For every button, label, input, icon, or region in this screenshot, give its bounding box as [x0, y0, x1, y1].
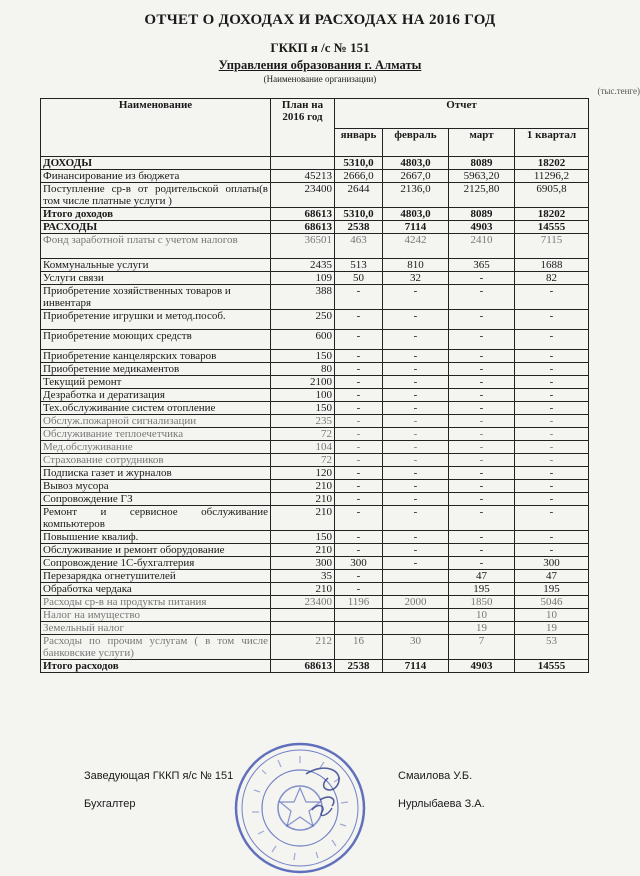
february-cell: 4803,0 [383, 157, 449, 170]
february-cell [383, 583, 449, 596]
january-cell: - [335, 350, 383, 363]
january-cell: 513 [335, 259, 383, 272]
q1-cell: - [515, 376, 589, 389]
january-cell: 2538 [335, 221, 383, 234]
february-cell: 2136,0 [383, 183, 449, 208]
q1-cell: - [515, 506, 589, 531]
plan-cell: 68613 [271, 208, 335, 221]
row-label: Приобретение моющих средств [41, 330, 271, 350]
row-label: ДОХОДЫ [41, 157, 271, 170]
plan-cell: 150 [271, 402, 335, 415]
table-row [41, 402, 589, 415]
row-label: Вывоз мусора [41, 480, 271, 493]
march-cell: - [449, 428, 515, 441]
march-cell: - [449, 480, 515, 493]
head-title: Заведующая ГККП я/с № 151 [84, 770, 234, 782]
q1-cell: 19 [515, 622, 589, 635]
february-cell: - [383, 376, 449, 389]
february-cell: 7114 [383, 660, 449, 673]
plan-cell: 36501 [271, 234, 335, 259]
q1-cell: 14555 [515, 221, 589, 234]
january-cell: 463 [335, 234, 383, 259]
february-cell: - [383, 350, 449, 363]
plan-cell: 210 [271, 480, 335, 493]
table-row [41, 170, 589, 183]
q1-cell: - [515, 330, 589, 350]
q1-cell: - [515, 389, 589, 402]
table-row [41, 454, 589, 467]
table-row [41, 363, 589, 376]
plan-cell: 23400 [271, 183, 335, 208]
q1-cell: 195 [515, 583, 589, 596]
q1-cell: 82 [515, 272, 589, 285]
february-cell: 32 [383, 272, 449, 285]
march-cell: 5963,20 [449, 170, 515, 183]
table-row [41, 506, 589, 531]
plan-cell: 45213 [271, 170, 335, 183]
row-label: Финансирование из бюджета [41, 170, 271, 183]
plan-cell: 2100 [271, 376, 335, 389]
march-cell: - [449, 363, 515, 376]
q1-cell: - [515, 363, 589, 376]
january-cell: 50 [335, 272, 383, 285]
q1-cell: 53 [515, 635, 589, 660]
table-row [41, 221, 589, 234]
header-q1: 1 квартал [515, 129, 589, 157]
february-cell: - [383, 428, 449, 441]
january-cell: - [335, 310, 383, 330]
plan-cell: 388 [271, 285, 335, 310]
february-cell: - [383, 480, 449, 493]
q1-cell: - [515, 467, 589, 480]
plan-cell: 210 [271, 506, 335, 531]
plan-cell: 250 [271, 310, 335, 330]
table-row [41, 272, 589, 285]
q1-cell: 18202 [515, 208, 589, 221]
march-cell: 8089 [449, 208, 515, 221]
row-label: Поступление ср-в от родительской оплаты(в том числе платные услуги ) [41, 183, 271, 208]
row-label: Налог на имущество [41, 609, 271, 622]
plan-cell: 109 [271, 272, 335, 285]
march-cell: 195 [449, 583, 515, 596]
table-row [41, 310, 589, 330]
january-cell: 2538 [335, 660, 383, 673]
table-row [41, 415, 589, 428]
table-row [41, 259, 589, 272]
table-row [41, 467, 589, 480]
march-cell: - [449, 493, 515, 506]
march-cell: - [449, 467, 515, 480]
organization-name: ГККП я /с № 151 [270, 40, 370, 55]
plan-cell: 600 [271, 330, 335, 350]
unit-label: (тыс.тенге) [597, 86, 640, 96]
march-cell: - [449, 531, 515, 544]
march-cell: - [449, 506, 515, 531]
march-cell: 4903 [449, 221, 515, 234]
table-row [41, 531, 589, 544]
row-label: Услуги связи [41, 272, 271, 285]
table-row [41, 493, 589, 506]
q1-cell: 7115 [515, 234, 589, 259]
table-row [41, 234, 589, 259]
march-cell: - [449, 389, 515, 402]
q1-cell: - [515, 531, 589, 544]
header-plan: План на 2016 год [271, 99, 335, 157]
q1-cell: - [515, 428, 589, 441]
march-cell: 2410 [449, 234, 515, 259]
income-expense-table [40, 98, 589, 673]
row-label: Сопровождение ГЗ [41, 493, 271, 506]
table-row [41, 208, 589, 221]
table-row [41, 157, 589, 170]
row-label: Обслуж.пожарной сигнализации [41, 415, 271, 428]
q1-cell: 47 [515, 570, 589, 583]
q1-cell: - [515, 415, 589, 428]
january-cell: - [335, 389, 383, 402]
february-cell: - [383, 506, 449, 531]
february-cell: - [383, 467, 449, 480]
plan-cell: 210 [271, 544, 335, 557]
row-label: Дезработка и дератизация [41, 389, 271, 402]
table-row [41, 583, 589, 596]
q1-cell: 18202 [515, 157, 589, 170]
header-january: январь [335, 129, 383, 157]
q1-cell: 10 [515, 609, 589, 622]
january-cell: - [335, 493, 383, 506]
february-cell: - [383, 285, 449, 310]
february-cell: 30 [383, 635, 449, 660]
march-cell: - [449, 557, 515, 570]
table-row [41, 389, 589, 402]
header-february: февраль [383, 129, 449, 157]
february-cell: - [383, 389, 449, 402]
header-name: Наименование [41, 99, 271, 157]
february-cell: 2667,0 [383, 170, 449, 183]
february-cell: - [383, 363, 449, 376]
plan-cell: 100 [271, 389, 335, 402]
january-cell: 5310,0 [335, 157, 383, 170]
january-cell: - [335, 402, 383, 415]
row-label: РАСХОДЫ [41, 221, 271, 234]
table-row [41, 285, 589, 310]
q1-cell: 11296,2 [515, 170, 589, 183]
table-row [41, 570, 589, 583]
row-label: Сопровождение 1С-бухгалтерия [41, 557, 271, 570]
row-label: Обработка чердака [41, 583, 271, 596]
table-row [41, 330, 589, 350]
plan-cell: 23400 [271, 596, 335, 609]
march-cell: 1850 [449, 596, 515, 609]
q1-cell: - [515, 285, 589, 310]
january-cell: 2666,0 [335, 170, 383, 183]
january-cell: 5310,0 [335, 208, 383, 221]
january-cell [335, 622, 383, 635]
january-cell: - [335, 583, 383, 596]
january-cell: - [335, 415, 383, 428]
plan-cell: 150 [271, 350, 335, 363]
row-label: Расходы по прочим услугам ( в том числе банковские услуги) [41, 635, 271, 660]
february-cell: - [383, 544, 449, 557]
january-cell: - [335, 506, 383, 531]
plan-cell: 212 [271, 635, 335, 660]
january-cell: - [335, 330, 383, 350]
header-march: март [449, 129, 515, 157]
row-label: Земельный налог [41, 622, 271, 635]
january-cell: - [335, 285, 383, 310]
q1-cell: - [515, 480, 589, 493]
plan-cell: 150 [271, 531, 335, 544]
plan-cell: 210 [271, 493, 335, 506]
january-cell: 300 [335, 557, 383, 570]
march-cell: - [449, 402, 515, 415]
february-cell [383, 570, 449, 583]
march-cell: - [449, 330, 515, 350]
q1-cell: - [515, 493, 589, 506]
accountant-name: Нурлыбаева З.А. [398, 798, 485, 810]
head-name: Смаилова У.Б. [398, 770, 473, 782]
march-cell: 4903 [449, 660, 515, 673]
row-label: Повышение квалиф. [41, 531, 271, 544]
february-cell: - [383, 441, 449, 454]
plan-cell: 300 [271, 557, 335, 570]
february-cell: - [383, 330, 449, 350]
february-cell: - [383, 454, 449, 467]
march-cell: - [449, 415, 515, 428]
table-row [41, 609, 589, 622]
march-cell: 8089 [449, 157, 515, 170]
february-cell: - [383, 310, 449, 330]
plan-cell: 120 [271, 467, 335, 480]
february-cell [383, 609, 449, 622]
march-cell: - [449, 441, 515, 454]
q1-cell: - [515, 454, 589, 467]
accountant-title: Бухгалтер [84, 798, 136, 810]
february-cell: - [383, 531, 449, 544]
table-row [41, 544, 589, 557]
report-title: ОТЧЕТ О ДОХОДАХ И РАСХОДАХ НА 2016 ГОД [144, 12, 496, 28]
january-cell: - [335, 480, 383, 493]
table-row [41, 428, 589, 441]
row-label: Расходы ср-в на продукты питания [41, 596, 271, 609]
february-cell: 2000 [383, 596, 449, 609]
january-cell: - [335, 570, 383, 583]
march-cell: 10 [449, 609, 515, 622]
table-row [41, 596, 589, 609]
february-cell: 7114 [383, 221, 449, 234]
march-cell: - [449, 272, 515, 285]
february-cell: 4242 [383, 234, 449, 259]
march-cell: - [449, 285, 515, 310]
table-row [41, 622, 589, 635]
table-row [41, 183, 589, 208]
plan-cell: 2435 [271, 259, 335, 272]
table-row [41, 635, 589, 660]
january-cell: 1196 [335, 596, 383, 609]
march-cell: 7 [449, 635, 515, 660]
organization-caption: (Наименование организации) [263, 74, 377, 84]
q1-cell: 5046 [515, 596, 589, 609]
march-cell: - [449, 350, 515, 363]
official-stamp [232, 740, 368, 876]
january-cell: - [335, 441, 383, 454]
february-cell: 810 [383, 259, 449, 272]
february-cell: - [383, 415, 449, 428]
plan-cell: 72 [271, 454, 335, 467]
january-cell: - [335, 454, 383, 467]
table-row [41, 441, 589, 454]
january-cell: - [335, 467, 383, 480]
row-label: Итого расходов [41, 660, 271, 673]
january-cell: - [335, 428, 383, 441]
q1-cell: - [515, 310, 589, 330]
january-cell: 16 [335, 635, 383, 660]
plan-cell [271, 622, 335, 635]
plan-cell [271, 609, 335, 622]
row-label: Тех.обслуживание систем отопление [41, 402, 271, 415]
table-body [41, 157, 589, 673]
plan-cell: 235 [271, 415, 335, 428]
march-cell: 47 [449, 570, 515, 583]
plan-cell [271, 157, 335, 170]
plan-cell: 72 [271, 428, 335, 441]
january-cell: - [335, 363, 383, 376]
plan-cell: 80 [271, 363, 335, 376]
february-cell: 4803,0 [383, 208, 449, 221]
plan-cell: 68613 [271, 221, 335, 234]
row-label: Ремонт и сервисное обслуживание компьютеров [41, 506, 271, 531]
january-cell: 2644 [335, 183, 383, 208]
row-label: Мед.обслуживание [41, 441, 271, 454]
table-row [41, 376, 589, 389]
plan-cell: 35 [271, 570, 335, 583]
row-label: Приобретение канцелярских товаров [41, 350, 271, 363]
plan-cell: 68613 [271, 660, 335, 673]
row-label: Обслуживание и ремонт оборудование [41, 544, 271, 557]
january-cell: - [335, 531, 383, 544]
row-label: Приобретение хозяйственных товаров и инвентаря [41, 285, 271, 310]
row-label: Перезарядка огнетушителей [41, 570, 271, 583]
row-label: Подписка газет и журналов [41, 467, 271, 480]
march-cell: - [449, 376, 515, 389]
q1-cell: - [515, 402, 589, 415]
row-label: Итого доходов [41, 208, 271, 221]
row-label: Текущий ремонт [41, 376, 271, 389]
march-cell: - [449, 310, 515, 330]
january-cell [335, 609, 383, 622]
q1-cell: 1688 [515, 259, 589, 272]
q1-cell: 14555 [515, 660, 589, 673]
march-cell: 2125,80 [449, 183, 515, 208]
q1-cell: 300 [515, 557, 589, 570]
february-cell [383, 622, 449, 635]
q1-cell: - [515, 350, 589, 363]
row-label: Приобретение игрушки и метод.пособ. [41, 310, 271, 330]
plan-cell: 104 [271, 441, 335, 454]
row-label: Приобретение медикаментов [41, 363, 271, 376]
row-label: Обслуживание теплоечетчика [41, 428, 271, 441]
february-cell: - [383, 493, 449, 506]
table-row [41, 350, 589, 363]
q1-cell: 6905,8 [515, 183, 589, 208]
q1-cell: - [515, 544, 589, 557]
q1-cell: - [515, 441, 589, 454]
row-label: Коммунальные услуги [41, 259, 271, 272]
january-cell: - [335, 376, 383, 389]
table-row [41, 557, 589, 570]
march-cell: 365 [449, 259, 515, 272]
january-cell: - [335, 544, 383, 557]
table-row [41, 660, 589, 673]
march-cell: 19 [449, 622, 515, 635]
header-report: Отчет [335, 99, 589, 129]
march-cell: - [449, 454, 515, 467]
plan-cell: 210 [271, 583, 335, 596]
row-label: Страхование сотрудников [41, 454, 271, 467]
february-cell: - [383, 402, 449, 415]
february-cell: - [383, 557, 449, 570]
table-row [41, 480, 589, 493]
department-name: Управления образования г. Алматы [218, 58, 422, 72]
march-cell: - [449, 544, 515, 557]
row-label: Фонд заработной платы с учетом налогов [41, 234, 271, 259]
